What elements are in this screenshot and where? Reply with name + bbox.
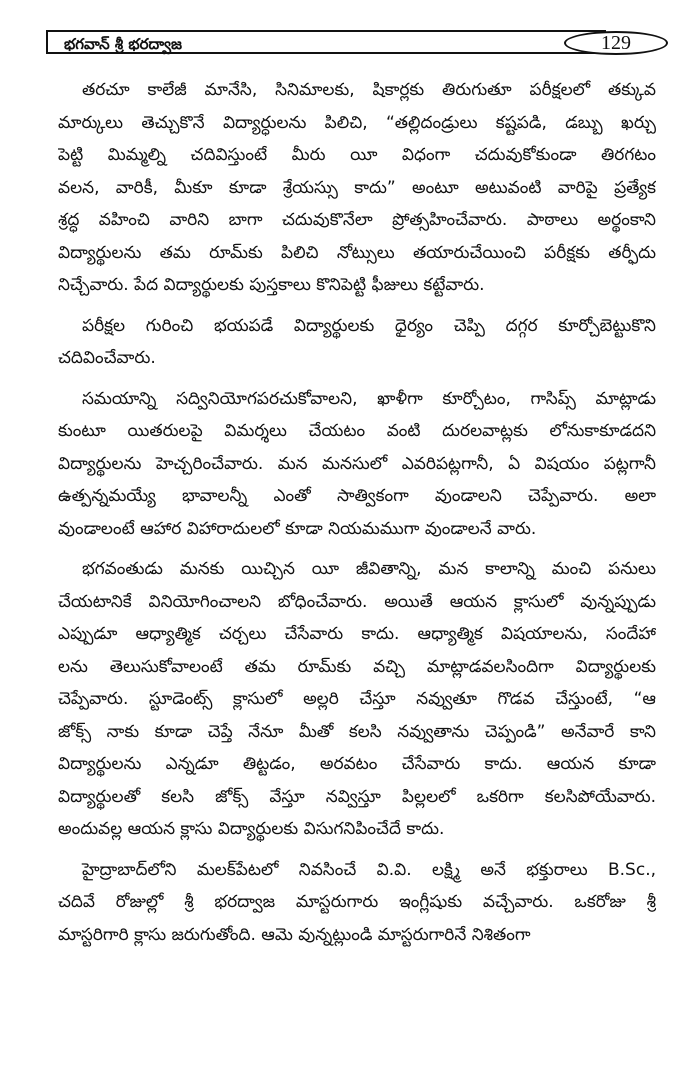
text-line: నిచ్చేవారు. పేద విద్యార్థులకు పుస్తకాలు కొనిపెట్టి ఫీజులు కట్టేవారు. xyxy=(58,275,485,295)
text-line: చదివే రోజుల్లో శ్రీ భరద్వాజ మాస్టరుగారు ఇంగ్లీషుకు వచ్చేవారు. ఒకరోజు శ్రీ xyxy=(58,892,656,912)
text-line: విద్యార్థులను హెచ్చరించేవారు. మన మనసులో ఎవరిపట్లగానీ, ఏ విషయం పట్లగానీ xyxy=(58,453,656,474)
running-header xyxy=(46,30,652,56)
page-number: 129 xyxy=(564,31,668,55)
paragraph xyxy=(58,74,656,302)
text-line: విద్యార్థులను ఎన్నడూ తిట్టడం, అరవటం చేసేవారు కాదు. ఆయన కూడా xyxy=(58,754,656,774)
text-line: చదివించేవారు. xyxy=(58,348,156,368)
paragraph xyxy=(58,854,656,952)
header-frame xyxy=(46,30,606,54)
text-line: వలన, వారికీ, మీకూ కూడా శ్రేయస్సు కాదు” అంటూ అటువంటి వారిపై ప్రత్యేక xyxy=(58,177,656,198)
text-line: మార్కులు తెచ్చుకొనే విద్యార్ధులను పిలిచి, “తల్లిదండ్రులు కష్టపడి, డబ్బు ఖర్చు xyxy=(58,112,656,133)
text-line: వుండాలంటే ఆహార విహారాదులలో కూడా నియమముగా వుండాలనే వారు. xyxy=(58,518,537,539)
text-line: సమయాన్ని సద్వినియోగపరచుకోవాలని, ఖాళీగా కూర్చోటం, గాసిప్స్ మాట్లాడు xyxy=(82,388,656,409)
paragraph xyxy=(58,310,656,375)
text-line: విద్యార్థులతో కలసి జోక్స్ వేస్తూ నవ్విస్తూ పిల్లలలో ఒకరిగా కలసిపోయేవారు. xyxy=(58,786,656,807)
text-line: తరచూ కాలేజీ మానేసి, సినిమాలకు, షికార్లకు తిరుగుతూ పరీక్షలలో తక్కువ xyxy=(82,80,656,100)
text-line: మాస్టరిగారి క్లాసు జరుగుతోంది. ఆమె వున్నట్లుండి మాస్టరుగారినే నిశితంగా xyxy=(58,924,531,945)
text-line: అందువల్ల ఆయన క్లాసు విద్యార్థులకు విసుగనిపించేదే కాదు. xyxy=(58,819,445,839)
text-line: హైద్రాబాద్‌లోని మలక్‌పేటలో నివసించే వి.వి. లక్ష్మి అనే భక్తురాలు B.Sc., xyxy=(82,859,656,880)
text-line: కుంటూ యితరులపై విమర్శలు చేయటం వంటి దురలవాట్లకు లోనుకాకూడదని xyxy=(58,421,656,441)
text-line: లను తెలుసుకోవాలంటే తమ రూమ్‌కు వచ్చి మాట్లాడవలసిందిగా విద్యార్థులకు xyxy=(58,656,656,677)
text-line: ఎప్పుడూ ఆధ్యాత్మిక చర్చలు చేసేవారు కాదు. ఆధ్యాత్మిక విషయాలను, సందేహా xyxy=(58,624,656,644)
text-line: చెప్పేవారు. స్టూడెంట్స్ క్లాసులో అల్లరి చేస్తూ నవ్వుతూ గొడవ చేస్తుంటే, “ఆ xyxy=(58,689,656,709)
paragraph xyxy=(58,553,656,846)
text-line: ఉత్పన్నమయ్యే భావాలన్నీ ఎంతో సాత్వికంగా వుండాలని చెప్పేవారు. అలా xyxy=(58,486,656,506)
text-line: పెట్టి మిమ్మల్ని చదివిస్తుంటే మీరు యీ విధంగా చదువుకోకుండా తిరగటం xyxy=(58,145,656,165)
paragraph xyxy=(58,383,656,546)
page-body xyxy=(58,74,656,959)
text-line: చేయటానికే వినియోగించాలని బోధించేవారు. అయితే ఆయన క్లాసులో వున్నప్పుడు xyxy=(58,591,656,612)
text-line: జోక్స్ నాకు కూడా చెప్తే నేనూ మీతో కలసి నవ్వుతాను చెప్పండి” అనేవారే కాని xyxy=(58,721,656,742)
book-title: భగవాన్ శ్రీ భరద్వాజ xyxy=(64,35,182,53)
text-line: భగవంతుడు మనకు యిచ్చిన యీ జీవితాన్ని, మన కాలాన్ని మంచి పనులు xyxy=(82,559,656,579)
text-line: విద్యార్థులను తమ రూమ్‌కు పిలిచి నోట్సులు తయారుచేయించి పరీక్షకు తర్ఫీదు xyxy=(58,242,656,263)
text-line: పరీక్షల గురించి భయపడే విద్యార్థులకు ధైర్యం చెప్పి దగ్గర కూర్చోబెట్టుకొని xyxy=(82,315,656,336)
text-line: శ్రద్ధ వహించి వారిని బాగా చదువుకొనేలా ప్రోత్సహించేవారు. పాఠాలు అర్థంకాని xyxy=(58,210,656,230)
